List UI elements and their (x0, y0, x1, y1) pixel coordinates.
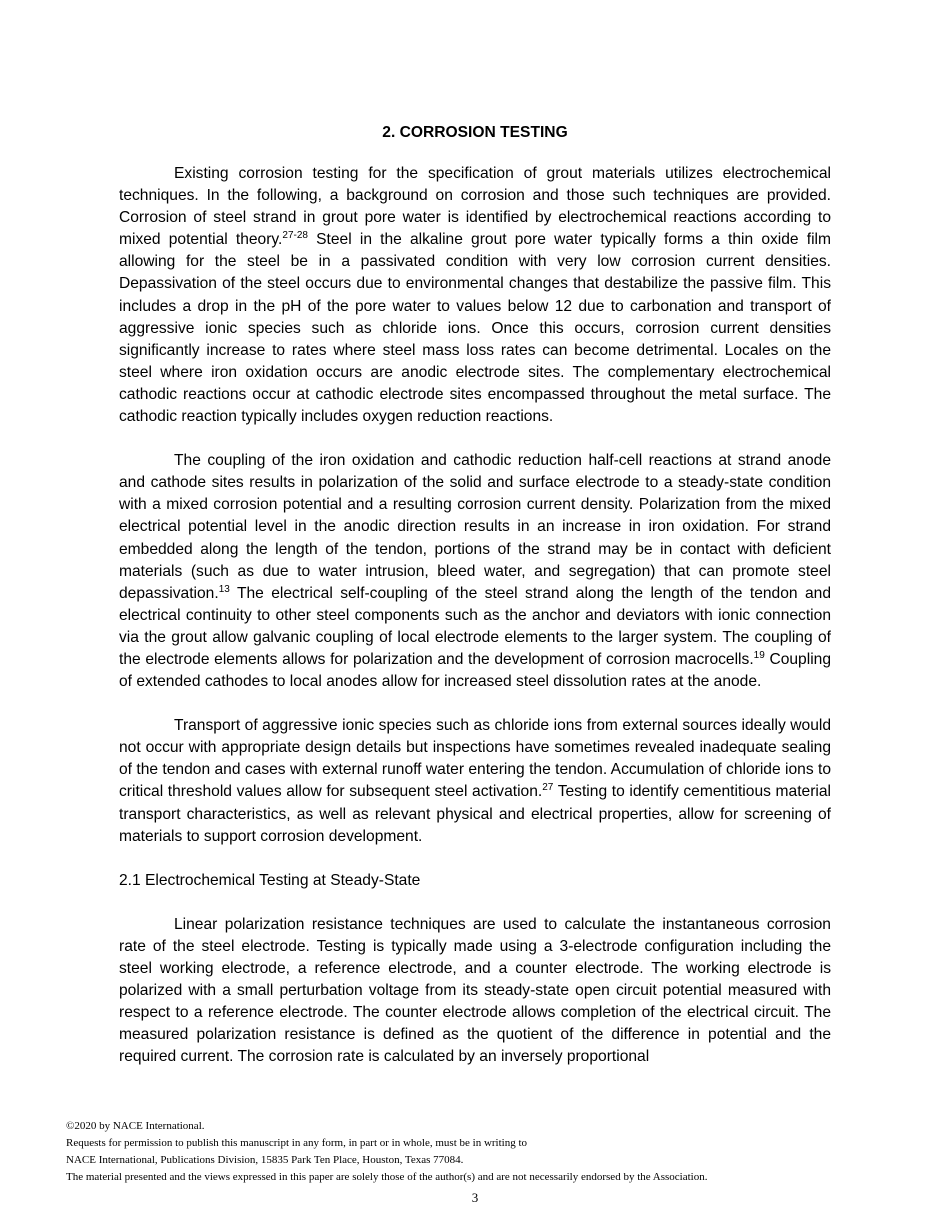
paragraph-text: Existing corrosion testing for the specification of grout materials utilizes electrochemical techniques. In the following, a background on corrosion and those such techniques are provided. Corrosion of steel strand in grout pore water is identified by electrochemical reactions according to mixed potential theory. (119, 165, 831, 249)
citation-ref: 13 (218, 583, 230, 595)
paragraph-text: The electrical self-coupling of the steel strand along the length of the tendon and electrical continuity to other steel components such as the anchor and deviators with ionic connection via the grout allow galvanic coupling of local electrode elements to the larger system. The coupling of the electrode elements allows for polarization and the development of corrosion macrocells. (119, 584, 831, 668)
copyright-footer (66, 1118, 896, 1186)
citation-ref: 27 (542, 782, 554, 794)
paragraph-text: Linear polarization resistance techniques are used to calculate the instantaneous corrosion rate of the steel electrode. Testing is typically made using a 3-electrode configuration including the steel working electrode, a reference electrode, and a counter electrode. The working electrode is polarized with a small perturbation voltage from its steady-state open circuit potential measured with respect to a reference electrode. The counter electrode allows completion of the electrical circuit. The measured polarization resistance is defined as the quotient of the difference in potential and the required current. The corrosion rate is calculated by an inversely proportional (119, 915, 831, 1066)
paragraph-corrosion-background (119, 163, 831, 428)
section-title: 2. CORROSION TESTING (382, 124, 568, 141)
page-number: 3 (471, 1190, 479, 1205)
footer-permission: Requests for permission to publish this manuscript in any form, in part or in whole, must be in writing to (66, 1137, 528, 1149)
citation-ref: 19 (753, 649, 765, 661)
subsection-title: 2.1 Electrochemical Testing at Steady-State (119, 871, 421, 889)
paragraph-chloride-transport (119, 715, 831, 848)
paper-body (119, 122, 831, 1090)
citation-ref: 27-28 (282, 230, 308, 242)
paragraph-half-cell-coupling (119, 450, 831, 693)
paragraph-text: Steel in the alkaline grout pore water typically forms a thin oxide film allowing for the steel be in a passivated condition with very low corrosion current densities. Depassivation of the steel occurs due to environmental changes that destabilize the passive film. This includes a drop in the pH of the pore water to values below 12 due to carbonation and transport of aggressive ionic species such as chloride ions. Once this occurs, corrosion current densities significantly increase to rates where steel mass loss rates can become detrimental. Locales on the steel where iron oxidation occurs are anodic electrode sites. The complementary electrochemical cathodic reactions occur at cathodic electrode sites encompassed throughout the metal surface. The cathodic reaction typically includes oxygen reduction reactions. (119, 231, 832, 426)
paragraph-text: Testing to identify cementitious material transport characteristics, as well as relevant physical and electrical properties, allow for screening of materials to support corrosion development. (119, 783, 831, 845)
footer-copyright: ©2020 by NACE International. (66, 1120, 205, 1132)
paragraph-text: Transport of aggressive ionic species such as chloride ions from external sources ideally would not occur with appropriate design details but inspections have sometimes revealed inadequate sealing of the tendon and cases with external runoff water entering the tendon. Accumulation of chloride ions to critical threshold values allow for subsequent steel activation. (119, 717, 831, 801)
paragraph-linear-polarization (119, 914, 831, 1069)
paragraph-text: Coupling of extended cathodes to local anodes allow for increased steel dissolution rates at the anode. (119, 650, 831, 691)
footer-disclaimer: The material presented and the views expressed in this paper are solely those of the author(s) and are not necessarily endorsed by the Association. (66, 1171, 708, 1183)
paragraph-text: The coupling of the iron oxidation and cathodic reduction half-cell reactions at strand anode and cathode sites results in polarization of the solid and surface electrode to a steady-state condition with a mixed corrosion potential and a resulting corrosion current density. Polarization from the mixed electrical potential level in the anodic direction results in an increase in iron oxidation. For strand embedded along the length of the tendon, portions of the strand may be in contact with deficient materials (such as due to water intrusion, bleed water, and segregation) that can promote steel depassivation. (119, 452, 831, 602)
footer-address: NACE International, Publications Division, 15835 Park Ten Place, Houston, Texas 77084. (66, 1154, 464, 1166)
